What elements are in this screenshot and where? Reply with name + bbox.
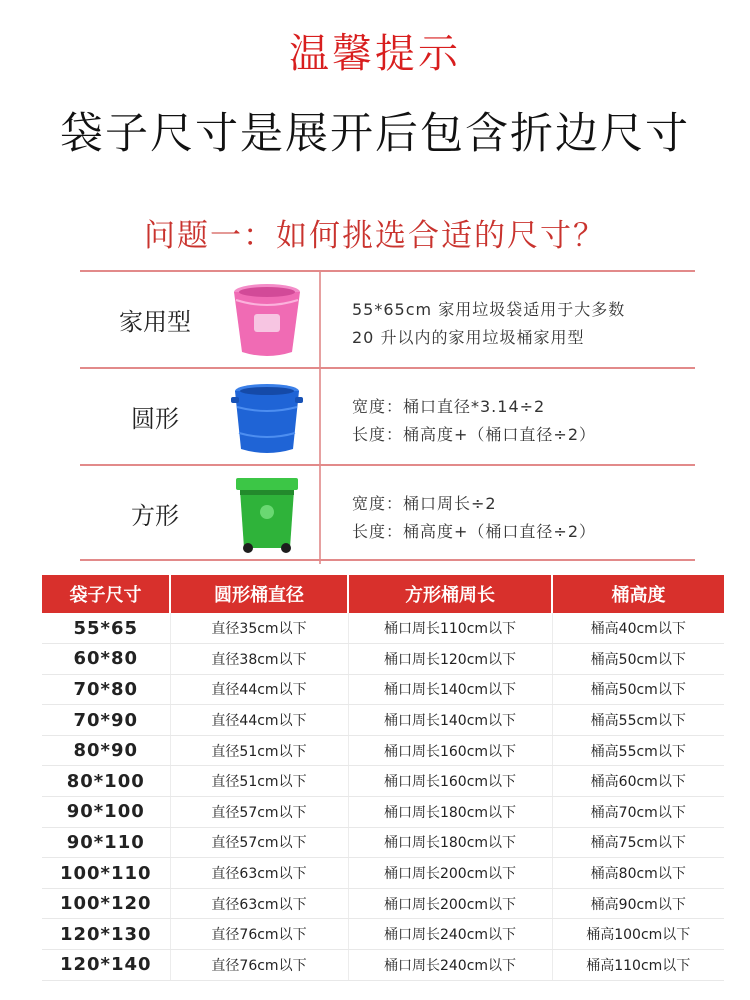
blue-round-bin-icon	[228, 377, 306, 457]
cell-perimeter: 桶口周长200cm以下	[348, 888, 552, 919]
cell-diameter: 直径51cm以下	[170, 766, 348, 797]
cell-diameter: 直径63cm以下	[170, 858, 348, 889]
cell-bag-size: 70*80	[42, 674, 170, 705]
bin-type-list	[80, 270, 695, 561]
table-row	[42, 766, 724, 797]
desc-line: 20 升以内的家用垃圾桶家用型	[352, 328, 585, 347]
cell-height: 桶高55cm以下	[552, 705, 724, 736]
cell-perimeter: 桶口周长180cm以下	[348, 827, 552, 858]
bin-type-label: 方形	[131, 502, 179, 530]
cell-height: 桶高75cm以下	[552, 827, 724, 858]
cell-perimeter: 桶口周长120cm以下	[348, 644, 552, 675]
table-row	[42, 888, 724, 919]
table-row	[42, 613, 724, 644]
desc-line: 宽度：桶口周长÷2	[352, 494, 497, 513]
cell-bag-size: 55*65	[42, 613, 170, 644]
table-row	[42, 674, 724, 705]
table-row	[42, 827, 724, 858]
bin-type-round	[80, 367, 695, 464]
cell-bag-size: 60*80	[42, 644, 170, 675]
bin-type-desc	[352, 490, 596, 546]
desc-line: 55*65cm 家用垃圾袋适用于大多数	[352, 300, 626, 319]
cell-diameter: 直径44cm以下	[170, 674, 348, 705]
cell-diameter: 直径57cm以下	[170, 827, 348, 858]
cell-perimeter: 桶口周长240cm以下	[348, 919, 552, 950]
cell-bag-size: 80*100	[42, 766, 170, 797]
table-row	[42, 644, 724, 675]
cell-height: 桶高55cm以下	[552, 735, 724, 766]
size-table	[42, 575, 724, 981]
cell-perimeter: 桶口周长240cm以下	[348, 950, 552, 981]
cell-perimeter: 桶口周长140cm以下	[348, 705, 552, 736]
bin-type-square	[80, 464, 695, 561]
table-row	[42, 858, 724, 889]
desc-line: 宽度：桶口直径*3.14÷2	[352, 397, 546, 416]
table-row	[42, 735, 724, 766]
cell-diameter: 直径51cm以下	[170, 735, 348, 766]
desc-line: 长度：桶高度+（桶口直径÷2）	[352, 522, 596, 541]
cell-perimeter: 桶口周长180cm以下	[348, 797, 552, 828]
header-bag-size: 袋子尺寸	[42, 575, 170, 613]
bin-type-desc	[352, 393, 596, 449]
header-square-perimeter: 方形桶周长	[348, 575, 552, 613]
cell-bag-size: 80*90	[42, 735, 170, 766]
cell-diameter: 直径57cm以下	[170, 797, 348, 828]
cell-perimeter: 桶口周长160cm以下	[348, 735, 552, 766]
cell-perimeter: 桶口周长160cm以下	[348, 766, 552, 797]
question-title: 问题一：如何挑选合适的尺寸？	[144, 218, 606, 254]
bin-type-label: 圆形	[131, 405, 179, 433]
cell-bag-size: 120*140	[42, 950, 170, 981]
header-round-diameter: 圆形桶直径	[170, 575, 348, 613]
cell-height: 桶高40cm以下	[552, 613, 724, 644]
cell-diameter: 直径63cm以下	[170, 888, 348, 919]
bin-type-household	[80, 270, 695, 367]
cell-perimeter: 桶口周长200cm以下	[348, 858, 552, 889]
cell-height: 桶高110cm以下	[552, 950, 724, 981]
cell-bag-size: 120*130	[42, 919, 170, 950]
cell-height: 桶高50cm以下	[552, 644, 724, 675]
cell-height: 桶高60cm以下	[552, 766, 724, 797]
cell-height: 桶高50cm以下	[552, 674, 724, 705]
cell-bag-size: 100*110	[42, 858, 170, 889]
cell-bag-size: 70*90	[42, 705, 170, 736]
pink-bucket-icon	[228, 280, 306, 360]
green-wheelie-bin-icon	[228, 474, 306, 554]
cell-diameter: 直径35cm以下	[170, 613, 348, 644]
desc-line: 长度：桶高度+（桶口直径÷2）	[352, 425, 596, 444]
cell-bag-size: 90*110	[42, 827, 170, 858]
cell-height: 桶高80cm以下	[552, 858, 724, 889]
table-row	[42, 797, 724, 828]
bin-type-desc	[352, 296, 625, 352]
cell-diameter: 直径38cm以下	[170, 644, 348, 675]
header-bin-height: 桶高度	[552, 575, 724, 613]
table-header-row	[42, 575, 724, 613]
cell-diameter: 直径76cm以下	[170, 950, 348, 981]
cell-bag-size: 100*120	[42, 888, 170, 919]
cell-diameter: 直径44cm以下	[170, 705, 348, 736]
bin-type-label: 家用型	[119, 308, 191, 336]
table-row	[42, 705, 724, 736]
cell-diameter: 直径76cm以下	[170, 919, 348, 950]
cell-height: 桶高90cm以下	[552, 888, 724, 919]
table-body	[42, 613, 724, 980]
cell-perimeter: 桶口周长140cm以下	[348, 674, 552, 705]
table-row	[42, 950, 724, 981]
headline: 袋子尺寸是展开后包含折边尺寸	[60, 109, 690, 159]
notice-title: 温馨提示	[289, 31, 461, 77]
cell-bag-size: 90*100	[42, 797, 170, 828]
cell-height: 桶高100cm以下	[552, 919, 724, 950]
cell-perimeter: 桶口周长110cm以下	[348, 613, 552, 644]
table-row	[42, 919, 724, 950]
cell-height: 桶高70cm以下	[552, 797, 724, 828]
